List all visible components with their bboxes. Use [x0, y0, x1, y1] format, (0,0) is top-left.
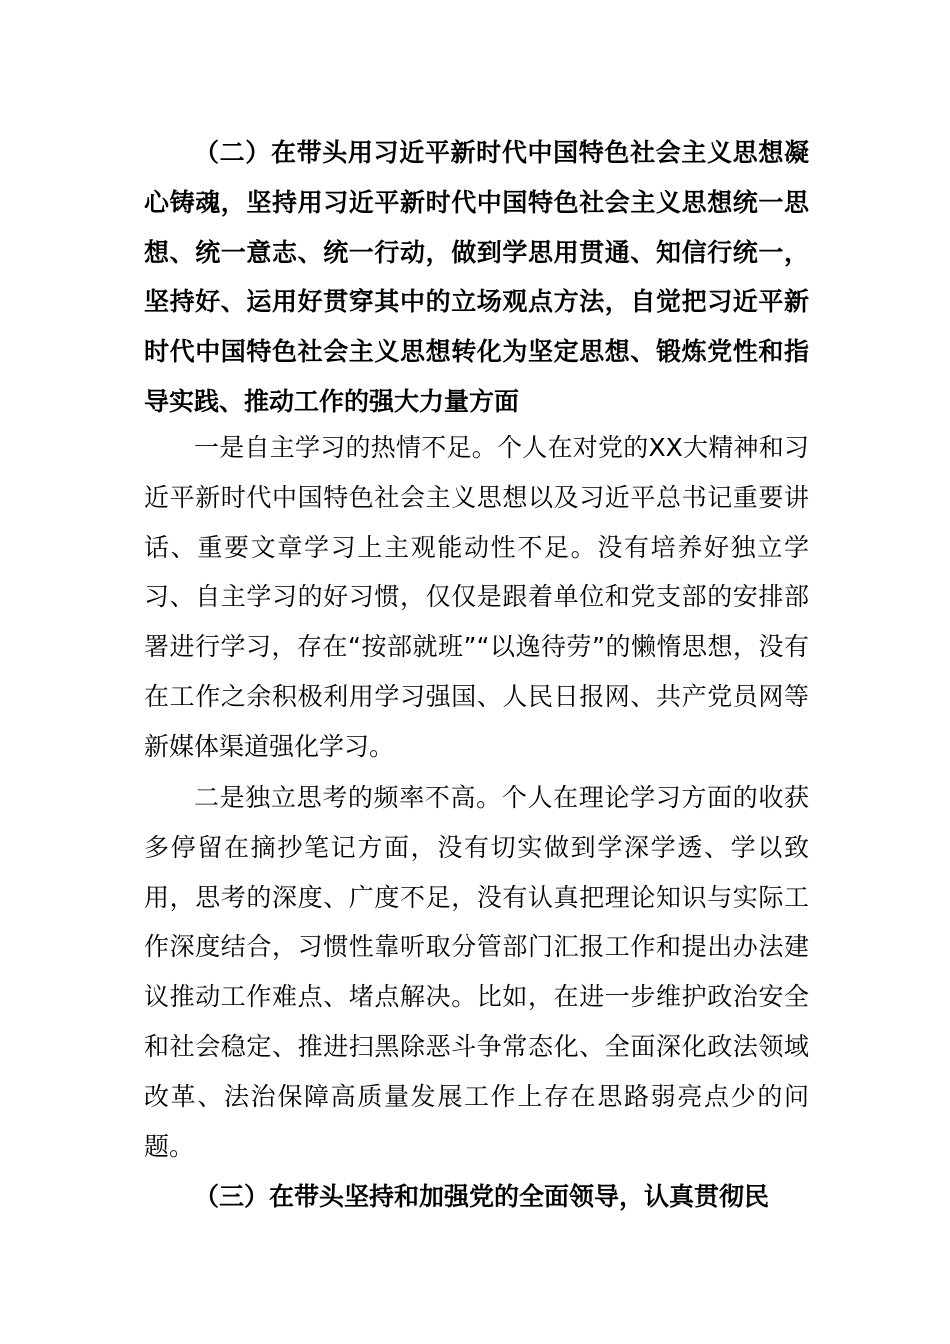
paragraph-independent-thinking: 二是独立思考的频率不高。个人在理论学习方面的收获多停留在摘抄笔记方面，没有切实做到学深学透、学以致用，思考的深度、广度不足，没有认真把理论知识与实际工作深度结合，习惯性靠听取分管部门汇报工作和提出办法建议推动工作难点、堵点解决。比如，在进一步维护政治安全和社会稳定、推进扫黑除恶斗争常态化、全面深化政法领域改革、法治保障高质量发展工作上存在思路弱亮点少的问题。 — [144, 783, 809, 1161]
section-heading-3: （三）在带头坚持和加强党的全面领导，认真贯彻民 — [194, 1182, 770, 1211]
section-heading-2: （二）在带头用习近平新时代中国特色社会主义思想凝心铸魂，坚持用习近平新时代中国特色社会主义思想统一思想、统一意志、统一行动，做到学思用贯通、知信行统一，坚持好、运用好贯穿其中的立场观点方法，自觉把习近平新时代中国特色社会主义思想转化为坚定思想、锻炼党性和指导实践、推动工作的强大力量方面 — [144, 138, 809, 416]
paragraph-self-study: 一是自主学习的热情不足。个人在对党的XX大精神和习近平新时代中国特色社会主义思想以及习近平总书记重要讲话、重要文章学习上主观能动性不足。没有培养好独立学习、自主学习的好习惯，仅仅是跟着单位和党支部的安排部署进行学习，存在“按部就班”“以逸待劳”的懒惰思想，没有在工作之余积极利用学习强国、人民日报网、共产党员网等新媒体渠道强化学习。 — [144, 433, 809, 761]
